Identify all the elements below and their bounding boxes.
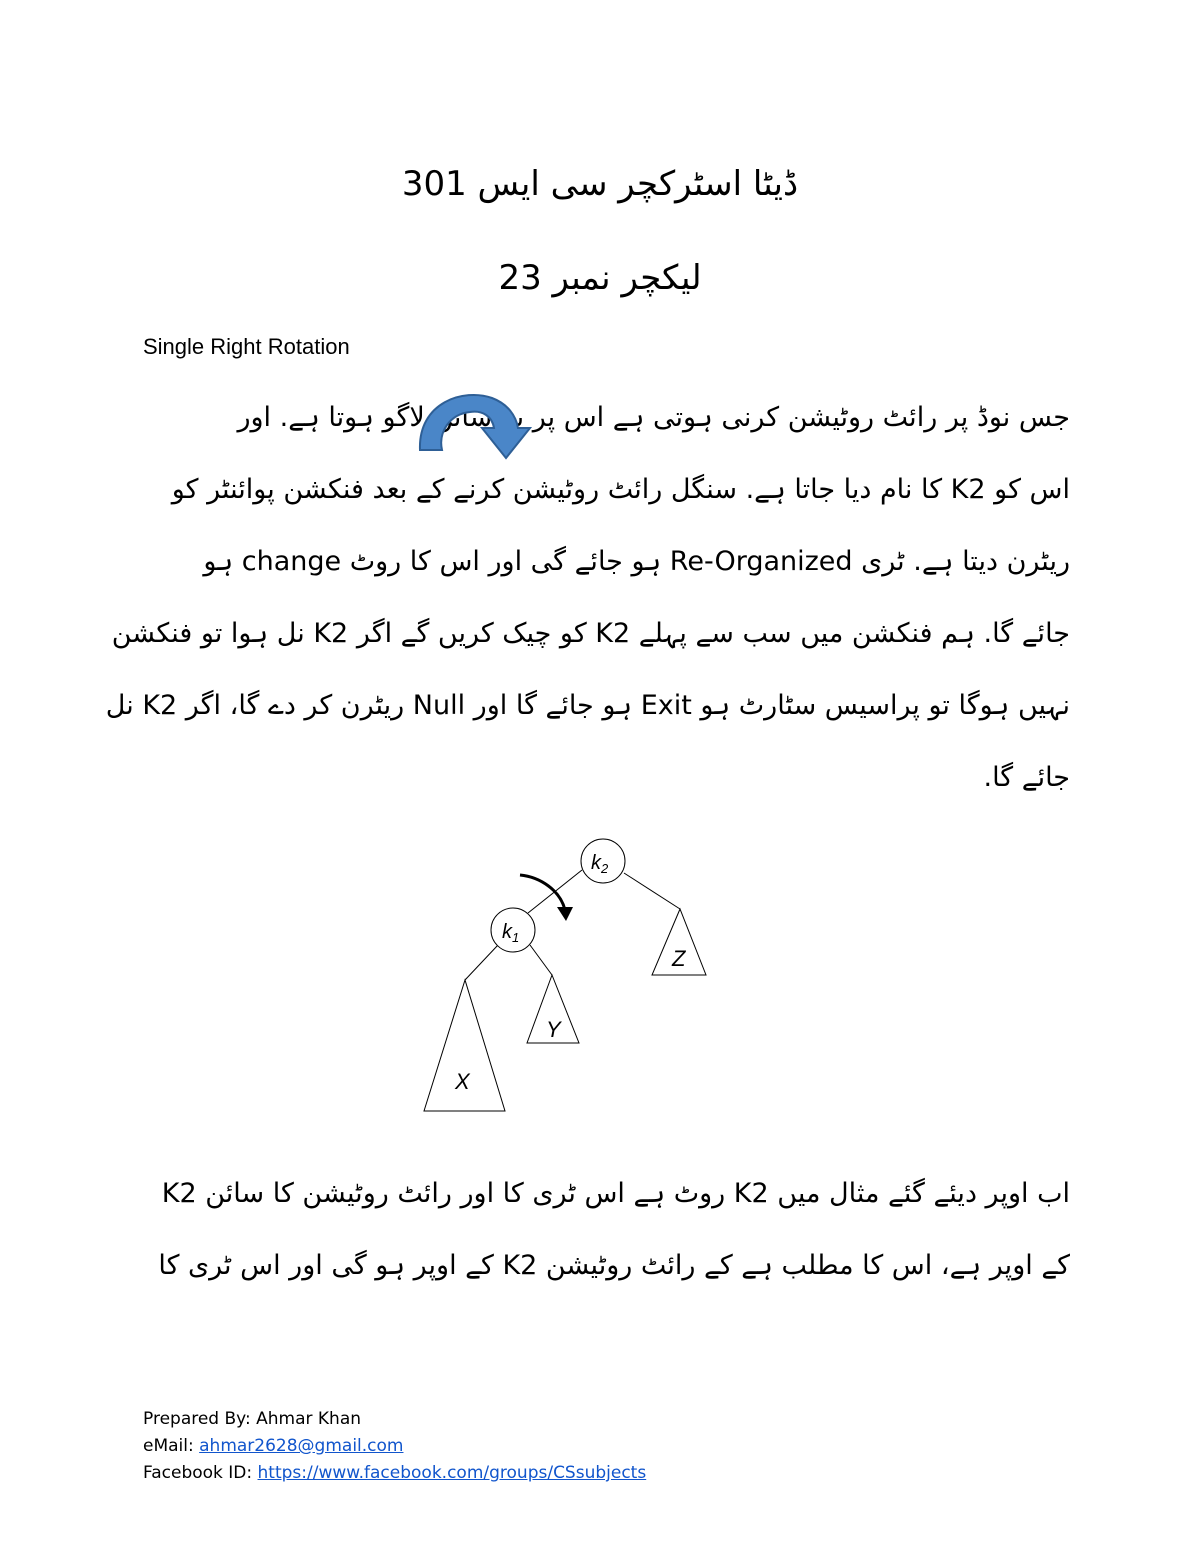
paragraph-line: نہیں ہوگا تو پراسیس سٹارٹ ہو Exit ہو جائے گا اور Null ریٹرن کر دے گا، اگر K2 نل bbox=[105, 690, 1070, 721]
subtree-x-label: X bbox=[455, 1069, 470, 1094]
section-heading: Single Right Rotation bbox=[143, 334, 350, 359]
facebook-link[interactable]: https://www.facebook.com/groups/CSsubjects bbox=[257, 1463, 647, 1483]
avl-tree-diagram bbox=[410, 835, 720, 1120]
edge-k1-x bbox=[465, 945, 498, 980]
email-row bbox=[143, 1433, 646, 1460]
email-label: eMail: bbox=[143, 1436, 200, 1456]
paragraph-line: اس کو K2 کا نام دیا جاتا ہے. سنگل رائٹ روٹیشن کرنے کے بعد فنکشن پوائنٹر کو bbox=[171, 474, 1070, 505]
paragraph-line: جائے گا. ہم فنکشن میں سب سے پہلے K2 کو چیک کریں گے اگر K2 نل ہوا تو فنکشن bbox=[111, 618, 1070, 649]
curved-arrow-icon bbox=[520, 875, 565, 910]
document-title: ڈیٹا اسٹرکچر سی ایس 301 bbox=[401, 164, 799, 204]
paragraph-line: جائے گا. bbox=[983, 762, 1070, 793]
email-link[interactable]: ahmar2628@gmail.com bbox=[199, 1436, 404, 1456]
paragraph-2 bbox=[140, 1158, 1070, 1302]
rotate-right-arrow-icon bbox=[412, 388, 537, 463]
arrow-head-icon bbox=[557, 907, 573, 921]
node-k1-label: $k_1$ bbox=[502, 921, 520, 945]
edge-k1-y bbox=[530, 945, 552, 975]
paragraph-1 bbox=[105, 382, 1070, 814]
subtree-z-label: Z bbox=[672, 946, 686, 971]
prepared-by: Prepared By: Ahmar Khan bbox=[143, 1409, 362, 1429]
paragraph-line: جس نوڈ پر رائٹ روٹیشن کرنی ہوتی ہے اس پر یہ سائن لاگو ہوتا ہے. اور bbox=[237, 402, 1070, 433]
node-k2-label: $k_2$ bbox=[591, 852, 609, 876]
paragraph-line: کے اوپر ہے، اس کا مطلب ہے کے رائٹ روٹیشن K2 کے اوپر ہو گی اور اس ٹری کا bbox=[158, 1250, 1070, 1281]
facebook-row bbox=[143, 1460, 646, 1487]
paragraph-line: ریٹرن دیتا ہے. ٹری Re-Organized ہو جائے گی اور اس کا روٹ change ہو bbox=[203, 546, 1070, 577]
facebook-label: Facebook ID: bbox=[143, 1463, 258, 1483]
paragraph-line: اب اوپر دیئے گئے مثال میں K2 روٹ ہے اس ٹری کا اور رائٹ روٹیشن کا سائن K2 bbox=[161, 1178, 1070, 1209]
lecture-number: لیکچر نمبر 23 bbox=[498, 258, 702, 298]
edge-k2-z bbox=[624, 873, 680, 909]
footer bbox=[143, 1406, 646, 1487]
subtree-y-label: Y bbox=[546, 1017, 561, 1042]
